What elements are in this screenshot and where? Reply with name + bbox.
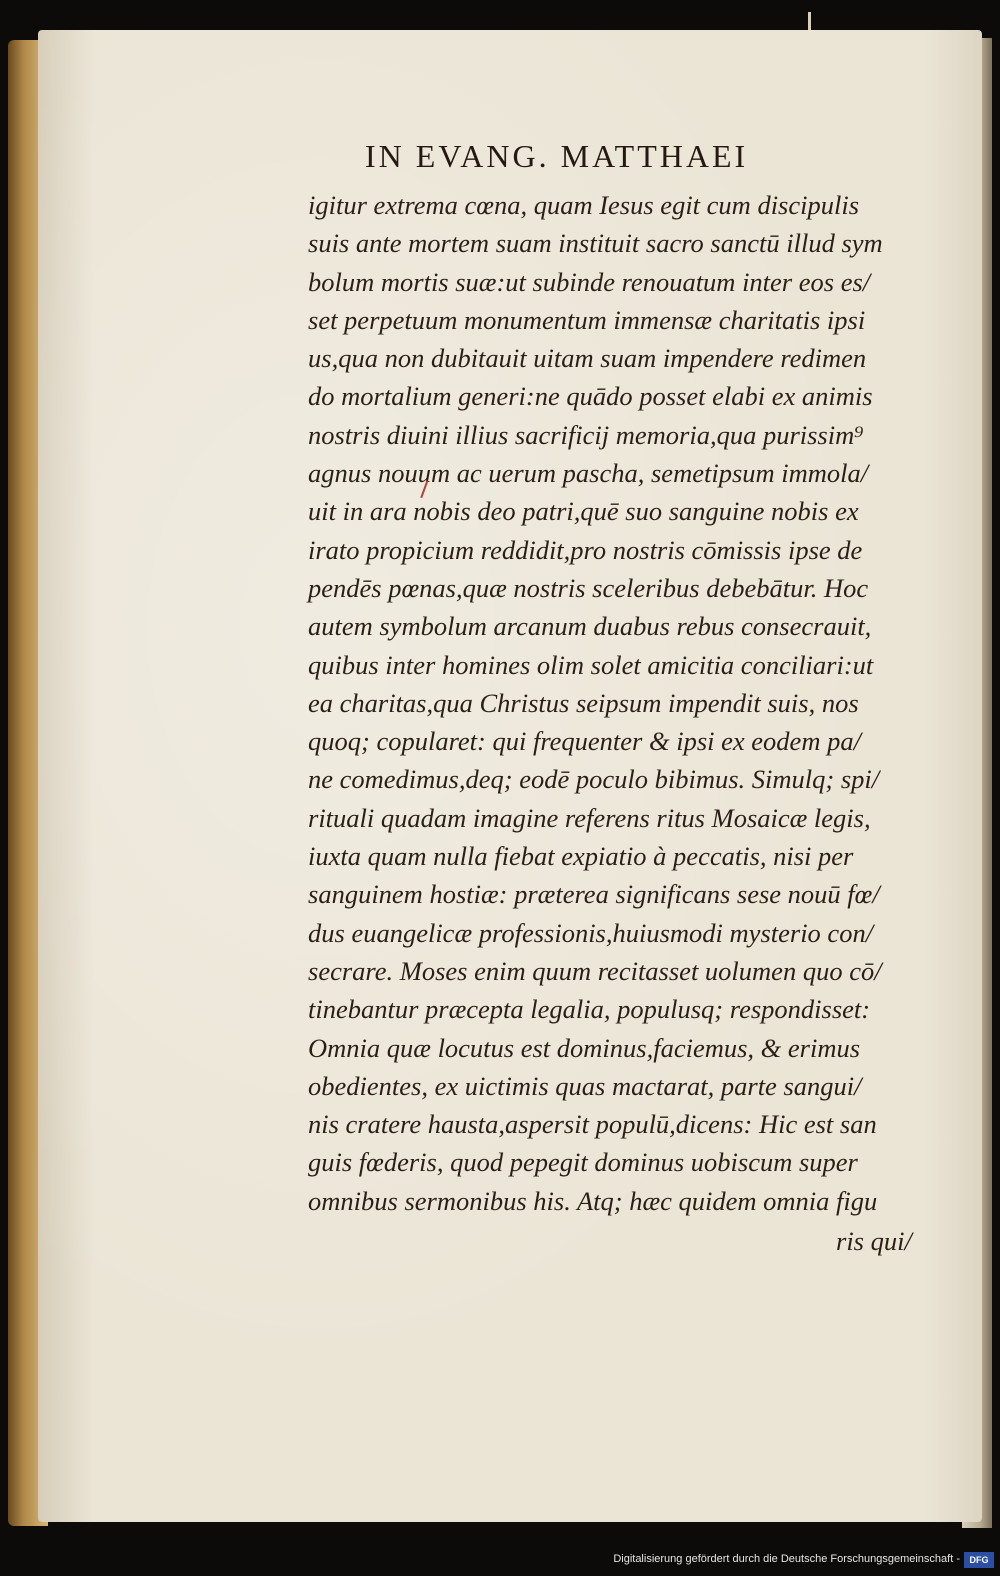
page-marker [808, 12, 811, 30]
text-line: agnus nouum ac uerum pascha, semetipsum immola/ [308, 458, 869, 489]
text-line: rituali quadam imagine referens ritus Mosaicæ legis, [308, 802, 871, 833]
text-line: secrare. Moses enim quum recitasset uolumen quo cō/ [308, 955, 882, 986]
footer-credit: Digitalisierung gefördert durch die Deutsche Forschungsgemeinschaft - [613, 1553, 960, 1565]
text-line: omnibus sermonibus his. Atq; hæc quidem omnia figu [308, 1185, 878, 1216]
text-line: nostris diuini illius sacrificij memoria,qua purissim⁹ [308, 419, 864, 450]
body-text [308, 186, 948, 1220]
text-line: quoq; copularet: qui frequenter & ipsi ex eodem pa/ [308, 726, 861, 757]
text-line: sanguinem hostiæ: præterea significans sese nouū fœ/ [308, 879, 880, 910]
text-line: ea charitas,qua Christus seipsum impendit suis, nos [308, 687, 859, 718]
text-line: bolum mortis suæ:ut subinde renouatum inter eos es/ [308, 266, 871, 297]
text-line: Omnia quæ locutus est dominus,faciemus, & erimus [308, 1032, 861, 1063]
text-line: iuxta quam nulla fiebat expiatio à peccatis, nisi per [308, 841, 854, 872]
running-head: IN EVANG. MATTHAEI [365, 138, 749, 174]
text-line: obedientes, ex uictimis quas mactarat, parte sangui/ [308, 1070, 862, 1101]
text-line: pendēs pœnas,quæ nostris sceleribus debebātur. Hoc [308, 572, 869, 603]
text-line: us,qua non dubitauit uitam suam impendere redimen [308, 343, 867, 374]
text-line: tinebantur præcepta legalia, populusq; respondisset: [308, 994, 871, 1025]
text-line: quibus inter homines olim solet amicitia conciliari:ut [308, 649, 874, 680]
catchword: ris qui/ [836, 1226, 912, 1256]
text-line: guis fœderis, quod pepegit dominus uobiscum super [308, 1147, 858, 1178]
text-line: set perpetuum monumentum immensæ charitatis ipsi [308, 304, 866, 335]
text-line: autem symbolum arcanum duabus rebus consecrauit, [308, 611, 872, 642]
text-line: do mortalium generi:ne quādo posset elabi ex animis [308, 381, 873, 412]
text-line: dus euangelicæ professionis,huiusmodi mysterio con/ [308, 917, 874, 948]
text-line: igitur extrema cœna, quam Iesus egit cum discipulis [308, 190, 860, 220]
dfg-logo: DFG [964, 1552, 994, 1568]
text-line: suis ante mortem suam instituit sacro sanctū illud sym [308, 228, 883, 259]
text-line: irato propicium reddidit,pro nostris cōmissis ipse de [308, 534, 863, 565]
text-line: uit in ara nobis deo patri,quē suo sanguine nobis ex [308, 496, 859, 527]
text-line: ne comedimus,deq; eodē poculo bibimus. Simulq; spi/ [308, 764, 880, 795]
text-line: nis cratere hausta,aspersit populū,dicens: Hic est san [308, 1109, 877, 1140]
